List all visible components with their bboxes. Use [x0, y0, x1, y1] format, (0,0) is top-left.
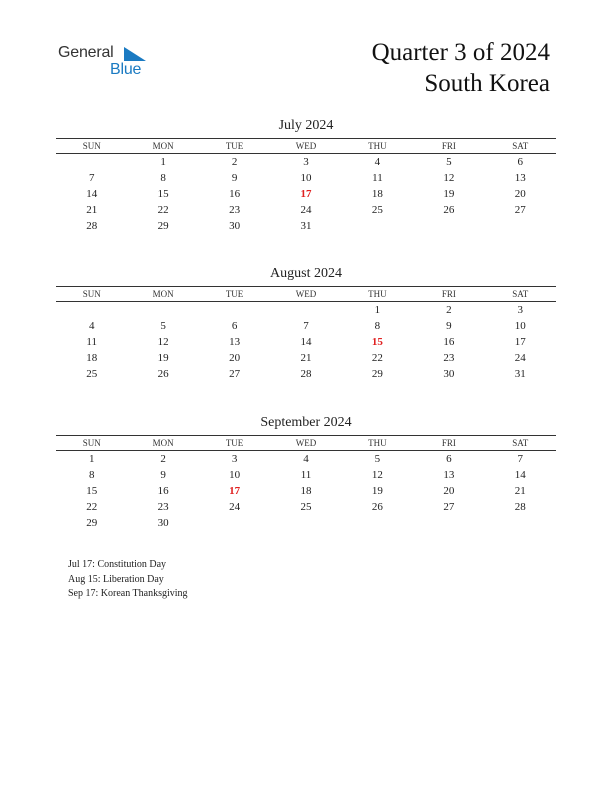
day-cell: 26 — [443, 204, 455, 216]
day-cell: 1 — [88, 453, 95, 465]
day-cell: 28 — [514, 501, 526, 513]
weekday-label: WED — [295, 141, 317, 151]
month-title: August 2024 — [270, 266, 342, 281]
empty-day-cell — [56, 302, 127, 318]
weekday-label: THU — [368, 141, 387, 151]
day-cell: 7 — [303, 320, 309, 332]
day-cell: 19 — [443, 188, 455, 200]
weekday-label: MON — [152, 289, 174, 299]
day-cell: 3 — [517, 304, 524, 316]
day-cell: 4 — [374, 156, 381, 168]
logo-word-blue: Blue — [110, 61, 142, 78]
day-cell: 29 — [86, 517, 98, 529]
day-cell: 14 — [86, 188, 98, 200]
weekday-label: SAT — [512, 438, 529, 448]
empty-day-cell — [56, 154, 127, 170]
day-cell: 6 — [517, 156, 524, 168]
day-cell: 29 — [157, 220, 169, 232]
day-cell: 13 — [443, 469, 455, 481]
day-cell: 21 — [300, 352, 312, 364]
day-cell: 10 — [229, 469, 241, 481]
weekday-label: SUN — [82, 289, 101, 299]
weekday-label: MON — [152, 438, 174, 448]
day-cell: 6 — [231, 320, 238, 332]
weekday-label: TUE — [225, 141, 244, 151]
day-cell: 16 — [157, 485, 169, 497]
day-cell: 2 — [446, 304, 452, 316]
day-cell: 11 — [300, 469, 312, 481]
empty-day-cell — [270, 515, 341, 531]
holiday-note: Aug 15: Liberation Day — [68, 573, 164, 585]
day-cell: 20 — [514, 188, 526, 200]
day-cell: 12 — [157, 336, 169, 348]
empty-day-cell — [485, 218, 556, 234]
weekday-label: FRI — [441, 289, 456, 299]
day-cell: 19 — [157, 352, 169, 364]
day-cell: 29 — [371, 368, 383, 380]
day-cell: 1 — [160, 156, 166, 168]
day-cell: 9 — [160, 469, 166, 481]
day-cell: 10 — [300, 172, 312, 184]
empty-day-cell — [342, 218, 413, 234]
day-cell: 30 — [229, 220, 241, 232]
day-cell: 7 — [517, 453, 524, 465]
day-cell: 24 — [300, 204, 312, 216]
day-cell: 3 — [231, 453, 238, 465]
weekday-header — [56, 435, 556, 451]
day-cell: 6 — [446, 453, 452, 465]
empty-day-cell — [485, 515, 556, 531]
holiday-day-cell: 17 — [229, 485, 241, 497]
day-cell: 16 — [229, 188, 241, 200]
title-quarter: Quarter 3 of 2024 — [371, 39, 550, 66]
weekday-label: WED — [295, 289, 317, 299]
day-cell: 21 — [86, 204, 98, 216]
day-cell: 25 — [371, 204, 383, 216]
day-cell: 27 — [514, 204, 526, 216]
day-cell: 12 — [443, 172, 455, 184]
day-cell: 16 — [443, 336, 455, 348]
generalblue-logo — [58, 44, 158, 80]
day-cell: 9 — [446, 320, 452, 332]
day-cell: 2 — [231, 156, 238, 168]
day-cell: 8 — [374, 320, 381, 332]
logo-word-general: General — [58, 44, 114, 61]
weekday-label: THU — [368, 438, 387, 448]
holiday-day-cell: 17 — [300, 188, 312, 200]
day-cell: 30 — [443, 368, 455, 380]
day-cell: 7 — [88, 172, 95, 184]
day-cell: 22 — [371, 352, 383, 364]
weekday-label: TUE — [225, 289, 244, 299]
day-cell: 31 — [514, 368, 526, 380]
day-cell: 25 — [300, 501, 312, 513]
weekday-label: SUN — [82, 141, 101, 151]
weekday-label: MON — [152, 141, 174, 151]
title-country: South Korea — [424, 70, 550, 97]
day-cell: 5 — [160, 320, 166, 332]
empty-day-cell — [342, 515, 413, 531]
weekday-label: THU — [368, 289, 387, 299]
holiday-notes — [68, 558, 188, 602]
holiday-day-cell: 15 — [371, 336, 383, 348]
month-title: July 2024 — [278, 118, 334, 133]
day-cell: 9 — [231, 172, 238, 184]
day-cell: 27 — [443, 501, 455, 513]
month-calendar-july — [56, 117, 556, 234]
day-grid — [56, 451, 556, 531]
day-cell: 15 — [157, 188, 169, 200]
day-cell: 13 — [514, 172, 526, 184]
day-cell: 13 — [229, 336, 241, 348]
day-cell: 20 — [443, 485, 455, 497]
weekday-label: TUE — [225, 438, 244, 448]
empty-day-cell — [413, 515, 484, 531]
day-cell: 4 — [88, 320, 95, 332]
empty-day-cell — [199, 302, 270, 318]
day-cell: 8 — [88, 469, 95, 481]
day-cell: 31 — [300, 220, 312, 232]
day-grid — [56, 302, 556, 382]
day-cell: 4 — [303, 453, 309, 465]
weekday-label: SUN — [82, 438, 101, 448]
weekday-header — [56, 138, 556, 154]
holiday-note: Sep 17: Korean Thanksgiving — [68, 588, 188, 599]
empty-day-cell — [413, 218, 484, 234]
weekday-label: SAT — [512, 289, 529, 299]
day-cell: 11 — [86, 336, 97, 348]
day-cell: 14 — [300, 336, 312, 348]
weekday-header — [56, 286, 556, 302]
day-cell: 21 — [514, 485, 526, 497]
day-cell: 19 — [371, 485, 383, 497]
day-cell: 18 — [300, 485, 312, 497]
day-cell: 28 — [300, 368, 312, 380]
day-cell: 27 — [229, 368, 241, 380]
day-cell: 11 — [372, 172, 383, 184]
day-cell: 22 — [86, 501, 98, 513]
day-cell: 23 — [443, 352, 455, 364]
day-cell: 18 — [371, 188, 383, 200]
month-title: September 2024 — [260, 415, 352, 430]
day-cell: 25 — [86, 368, 98, 380]
weekday-label: FRI — [441, 438, 456, 448]
day-cell: 26 — [371, 501, 383, 513]
day-cell: 23 — [229, 204, 241, 216]
day-cell: 23 — [157, 501, 169, 513]
day-cell: 2 — [160, 453, 166, 465]
day-cell: 3 — [303, 156, 309, 168]
day-cell: 8 — [160, 172, 166, 184]
day-cell: 24 — [514, 352, 526, 364]
empty-day-cell — [199, 515, 270, 531]
weekday-label: SAT — [512, 141, 529, 151]
month-calendar-september — [56, 414, 556, 531]
day-cell: 26 — [157, 368, 169, 380]
month-calendar-august — [56, 265, 556, 382]
day-cell: 10 — [514, 320, 526, 332]
day-cell: 18 — [86, 352, 98, 364]
day-cell: 28 — [86, 220, 98, 232]
empty-day-cell — [270, 302, 341, 318]
day-grid — [56, 154, 556, 234]
day-cell: 24 — [229, 501, 241, 513]
day-cell: 20 — [229, 352, 241, 364]
day-cell: 17 — [514, 336, 526, 348]
empty-day-cell — [127, 302, 198, 318]
day-cell: 30 — [157, 517, 169, 529]
weekday-label: WED — [295, 438, 317, 448]
day-cell: 22 — [157, 204, 169, 216]
weekday-label: FRI — [441, 141, 456, 151]
holiday-note: Jul 17: Constitution Day — [68, 559, 167, 570]
day-cell: 5 — [446, 156, 452, 168]
day-cell: 12 — [371, 469, 383, 481]
day-cell: 1 — [374, 304, 381, 316]
day-cell: 15 — [86, 485, 98, 497]
day-cell: 5 — [374, 453, 381, 465]
page-title — [372, 37, 550, 99]
day-cell: 14 — [514, 469, 526, 481]
